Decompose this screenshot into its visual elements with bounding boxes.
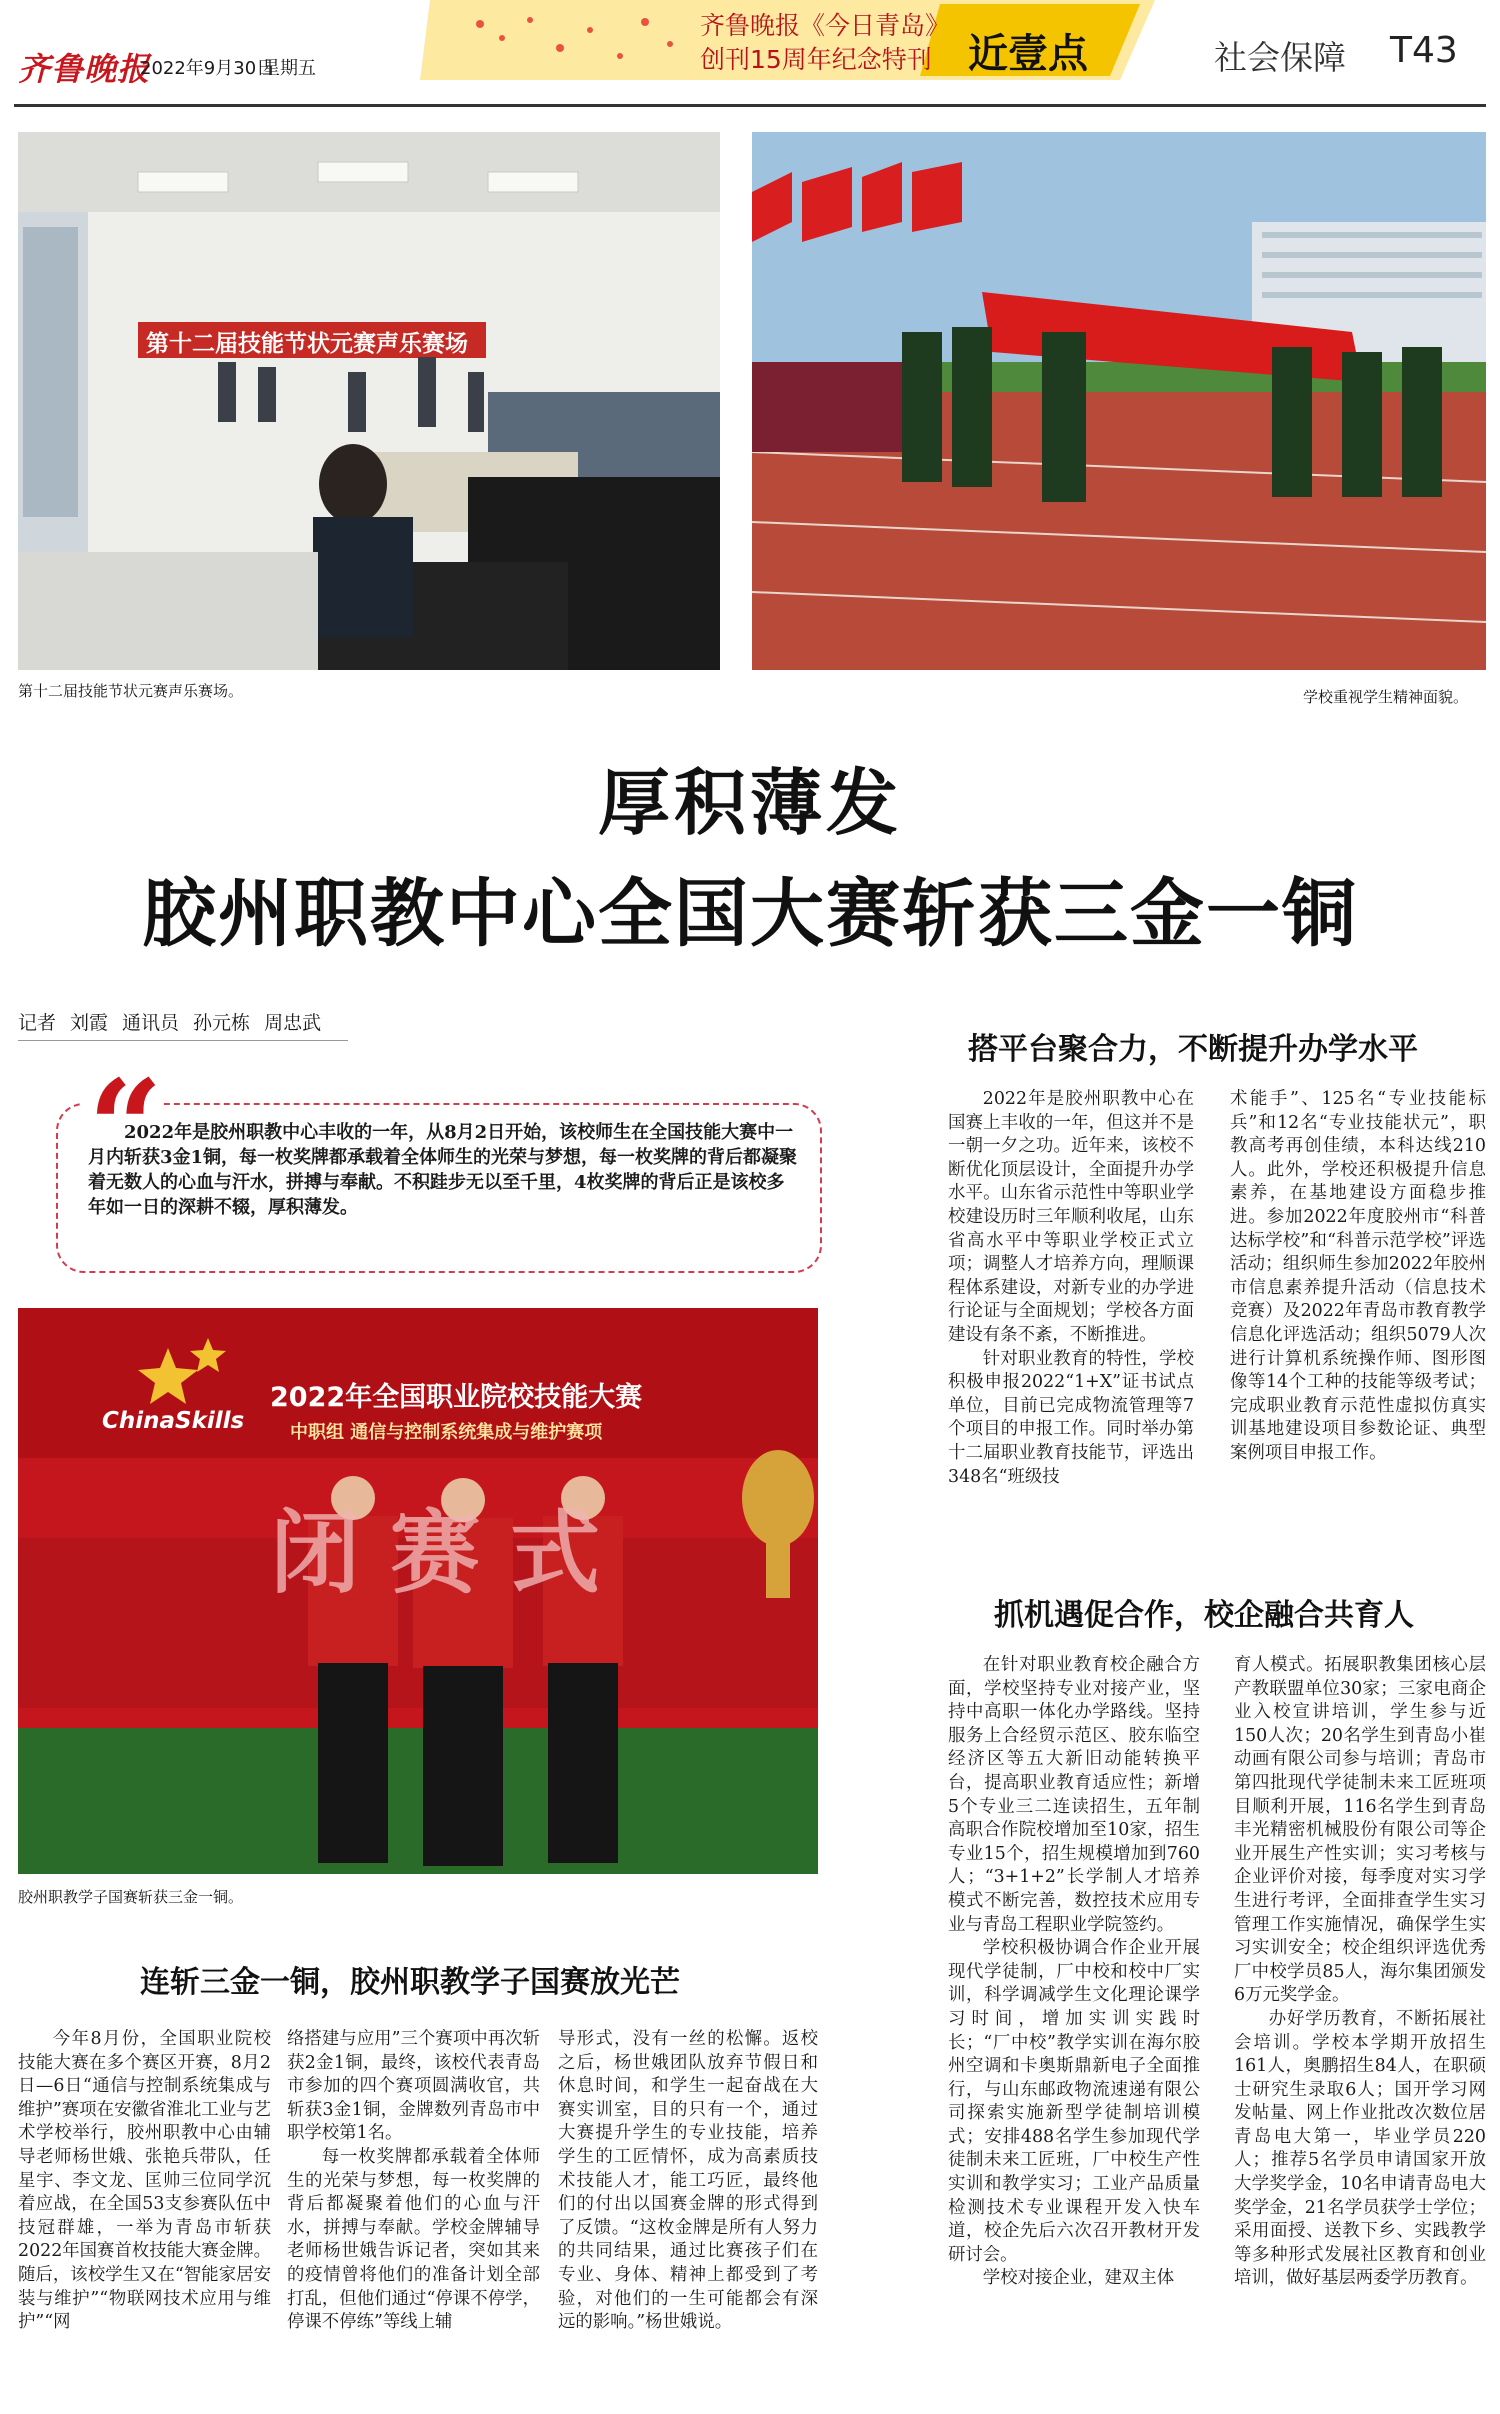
photo-caption-award: 胶州职教学子国赛斩获三金一铜。 bbox=[18, 1888, 244, 1906]
chinaskills-logo: ChinaSkills bbox=[102, 1408, 245, 1434]
header-rule bbox=[14, 104, 1486, 107]
photo-flag-guard bbox=[752, 132, 1486, 670]
section1-paragraph: 今年8月份，全国职业院校技能大赛在多个赛区开赛，8月2日—6日“通信与控制系统集成与维护”赛项在安徽省淮北工业与艺术学校举行，胶州职教中心由辅导老师杨世娥、张艳兵带队，任星宇、李文龙、匡帅三位同学沉着应战，在全国53支参赛队伍中技冠群雄，一举为青岛市斩获2022年国赛首枚技能大赛金牌。随后，该校学生又在“智能家居安装与维护”“物联网技术应用与维护”“网 bbox=[18, 2029, 271, 2333]
byline-role-correspondent: 通讯员 bbox=[122, 1012, 180, 1034]
byline-reporter: 刘霞 bbox=[70, 1012, 109, 1034]
banner-title: 齐鲁晚报《今日青岛》 bbox=[700, 11, 951, 40]
section1-column-2 bbox=[287, 2028, 540, 2335]
section2-column-1 bbox=[948, 1088, 1194, 1489]
contest-title: 2022年全国职业院校技能大赛 bbox=[270, 1382, 643, 1413]
byline-correspondent-1: 孙元栋 bbox=[193, 1012, 251, 1034]
section3-column-2 bbox=[1234, 1654, 1486, 2291]
headline-sub: 胶州职教中心全国大赛斩获三金一铜 bbox=[142, 871, 1358, 957]
masthead-logo: 齐鲁晚报 bbox=[18, 50, 151, 88]
issue-weekday: 星期五 bbox=[262, 58, 316, 79]
issue-date: 2022年9月30日 bbox=[140, 58, 275, 79]
photo-banner-text: 第十二届技能节状元赛声乐赛场 bbox=[146, 331, 468, 357]
byline-role-reporter: 记者 bbox=[18, 1012, 57, 1034]
headline-main: 厚积薄发 bbox=[597, 760, 902, 845]
section2-title: 搭平台聚合力，不断提升办学水平 bbox=[968, 1032, 1418, 1067]
section2-paragraph: 2022年是胶州职教中心在国赛上丰收的一年，但这并不是一朝一夕之功。近年来，该校不断优化顶层设计，全面提升办学水平。山东省示范性中等职业学校建设历时三年顺利收尾，山东省高水平中等职业学校正式立项；调整人才培养方向，理顺课程体系建设，对新专业的办学进行论证与全面规划；学校各方面建设有条不紊，不断推进。 bbox=[948, 1089, 1194, 1345]
section1-paragraph: 每一枚奖牌都承载着全体师生的光荣与梦想，每一枚奖牌的背后都凝聚着他们的心血与汗水，拼搏与奉献。学校金牌辅导老师杨世娥告诉记者，突如其来的疫情曾将他们的准备计划全部打乱，但他们通过“停课不停学，停课不停练”等线上辅 bbox=[287, 2146, 540, 2333]
ceremony-title: 闭赛式 bbox=[270, 1500, 630, 1606]
section1-paragraph: 导形式，没有一丝的松懈。返校之后，杨世娥团队放弃节假日和休息时间，和学生一起奋战在大赛实训室，目的只有一个，通过大赛提升学生的专业技能，培养学生的工匠情怀，成为高素质技术技能人才，能工巧匠，最终他们的付出以国赛金牌的形式得到了反馈。“这枚金牌是所有人努力的共同结果，通过比赛孩子们在专业、身体、精神上都受到了考验，对他们的一生可能都会有深远的影响。”杨世娥说。 bbox=[558, 2029, 818, 2333]
section1-column-1 bbox=[18, 2028, 271, 2335]
byline-rule bbox=[18, 1040, 348, 1041]
section3-column-1 bbox=[948, 1654, 1200, 2291]
section1-column-3 bbox=[558, 2028, 818, 2335]
section-name: 社会保障 bbox=[1214, 38, 1346, 77]
photo-caption-flag: 学校重视学生精神面貌。 bbox=[1303, 688, 1469, 706]
photo-vocal-contest bbox=[18, 132, 720, 670]
section1-paragraph: 络搭建与应用”三个赛项中再次斩获2金1铜，最终，该校代表青岛市参加的四个赛项圆满收官，共斩获3金1铜，金牌数列青岛市中职学校第1名。 bbox=[287, 2029, 540, 2144]
banner-subtitle: 创刊15周年纪念特刊 bbox=[700, 45, 932, 74]
section3-paragraph: 办好学历教育，不断拓展社会培训。学校本学期开放招生161人，奥鹏招生84人，在职硕士研究生录取6人；国开学习网发帖量、网上作业批改次数位居青岛电大第一，毕业学员220人；推荐5名学员申请国家开放大学奖学金，10名申请青岛电大奖学金，21名学员获学士学位；采用面授、送教下乡、实践教学等多种形式发展社区教育和创业培训，做好基层两委学历教育。 bbox=[1234, 2008, 1486, 2289]
section1-title: 连斩三金一铜，胶州职教学子国赛放光芒 bbox=[140, 1965, 680, 2000]
byline bbox=[18, 1008, 335, 1035]
byline-correspondent-2: 周忠武 bbox=[264, 1012, 322, 1034]
section3-paragraph: 学校对接企业，建双主体 bbox=[982, 2268, 1175, 2289]
lead-paragraph: 2022年是胶州职教中心丰收的一年，从8月2日开始，该校师生在全国技能大赛中一月内斩获3金1铜，每一枚奖牌都承载着全体师生的光荣与梦想，每一枚奖牌的背后都凝聚着无数人的心血与汗水，拼搏与奉献。不积跬步无以至千里，4枚奖牌的背后正是该校多年如一日的深耕不辍，厚积薄发。 bbox=[88, 1122, 798, 1218]
section3-paragraph: 在针对职业教育校企融合方面，学校坚持专业对接产业，坚持中高职一体化办学路线。坚持服务上合经贸示范区、胶东临空经济区等五大新旧动能转换平台，提高职业教育适应性；新增5个专业三二连读招生，五年制高职合作院校增加至10家，招生专业15个，招生规模增加到760人；“3+1+2”长学制人才培养模式不断完善，数控技术应用专业与青岛工程职业学院签约。 bbox=[948, 1655, 1200, 1935]
photo-caption-vocal: 第十二届技能节状元赛声乐赛场。 bbox=[18, 682, 244, 700]
section2-paragraph: 术能手”、125名“专业技能标兵”和12名“专业技能状元”，职教高考再创佳绩，本科达线210人。此外，学校还积极提升信息素养，在基地建设方面稳步推进。参加2022年度胶州市“科普达标学校”和“科普示范学校”评选活动；组织师生参加2022年胶州市信息素养提升活动（信息技术竞赛）及2022年青岛市教育教学信息化评选活动；组织5079人次进行计算机系统操作师、图形图像等14个工种的技能等级考试；完成职业教育示范性虚拟仿真实训基地建设项目参数论证、典型案例项目申报工作。 bbox=[1230, 1089, 1486, 1463]
banner-brand: 近壹点 bbox=[968, 31, 1088, 77]
section3-title: 抓机遇促合作，校企融合共育人 bbox=[994, 1598, 1414, 1633]
contest-subtitle: 中职组 通信与控制系统集成与维护赛项 bbox=[290, 1422, 603, 1443]
section2-column-2 bbox=[1230, 1088, 1486, 1466]
section3-paragraph: 学校积极协调合作企业开展现代学徒制，厂中校和校中厂实训，科学调减学生文化理论课学习时间，增加实训实践时长；“厂中校”教学实训在海尔胶州空调和卡奥斯鼎新电子全面推行，与山东邮政物流速递有限公司探索实施新型学徒制培训模式；安排488名学生参加现代学徒制未来工匠班，厂中校生产性实训和教学实习；工业产品质量检测技术专业课程开发入快车道，校企先后六次召开教材开发研讨会。 bbox=[948, 1938, 1200, 2265]
quote-mark-icon: “ bbox=[88, 1051, 163, 1204]
section3-paragraph: 育人模式。拓展职教集团核心层产教联盟单位30家；三家电商企业入校宣讲培训，学生参与近150人次；20名学生到青岛小崔动画有限公司参与培训；青岛市第四批现代学徒制未来工匠班项目顺利开展，116名学生到青岛丰光精密机械股份有限公司等企业开展生产性实训；实习考核与企业评价对接，每季度对实习学生进行考评，全面排查学生实习管理工作实施情况，确保学生实习实训安全；校企组织评选优秀厂中校学员85人，海尔集团颁发6万元奖学金。 bbox=[1234, 1655, 1486, 2006]
page-number: T43 bbox=[1390, 30, 1458, 71]
section2-paragraph: 针对职业教育的特性，学校积极申报2022“1+X”证书试点单位，目前已完成物流管理等7个项目的申报工作。同时举办第十二届职业教育技能节，评选出348名“班级技 bbox=[948, 1348, 1194, 1487]
